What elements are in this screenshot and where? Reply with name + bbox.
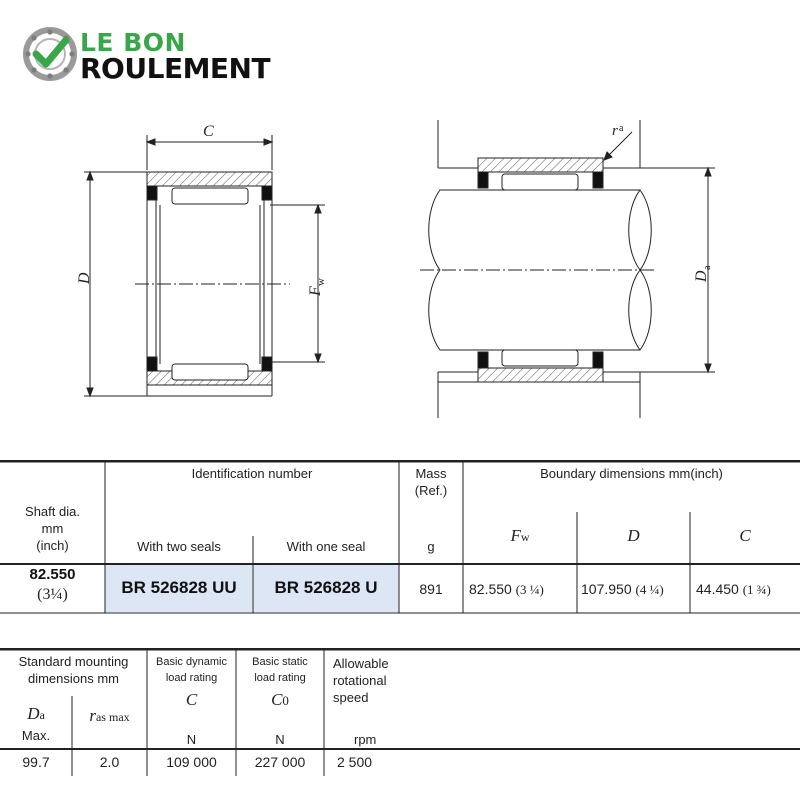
header-two-seals: With two seals [137, 539, 221, 554]
cell-shaft-mm: 82.550 [29, 566, 76, 583]
header-ras: ras max [89, 706, 130, 725]
cell-mass: 891 [419, 581, 443, 597]
header-speed: Allowable [333, 656, 389, 671]
cell-da-max: 99.7 [22, 754, 50, 770]
logo-text-top: LE BON [80, 28, 186, 57]
dim-label-c: C [203, 123, 214, 140]
header-shaft-unit: mm [41, 521, 64, 536]
label-ra: r [612, 123, 618, 139]
dim-label-da: D [693, 270, 710, 282]
cell-c: 44.450 (1 ¾) [696, 581, 771, 597]
dim-label-fw: F [307, 286, 324, 296]
header-dynamic-unit: N [186, 732, 197, 747]
header-identification: Identification number [191, 466, 313, 481]
header-d: D [627, 526, 640, 545]
header-dynamic-sym: C [185, 690, 198, 709]
dim-label-da-sub: a [702, 265, 713, 270]
header-static-unit: N [275, 732, 285, 747]
left-section-view [84, 135, 325, 396]
bearing-drawing [0, 100, 800, 430]
dim-label-fw-sub: w [315, 278, 327, 286]
cell-shaft-inch: (3¼) [37, 586, 68, 603]
header-mass: Mass [415, 466, 447, 481]
header-dynamic: Basic dynamic [156, 656, 227, 668]
cell-d: 107.950 (4 ¼) [581, 581, 664, 597]
header-mass-ref: (Ref.) [414, 483, 448, 498]
cell-two-seals: BR 526828 UU [121, 578, 237, 597]
logo-text-bottom: ROULEMENT [80, 52, 271, 85]
spec-table-main [0, 460, 800, 616]
label-ra-sub: a [619, 123, 624, 134]
header-speed-2: rotational [333, 673, 387, 688]
header-shaft-dia: Shaft dia. [25, 504, 80, 519]
cell-ras-max: 2.0 [99, 754, 120, 770]
cell-speed: 2 500 [337, 754, 373, 770]
cell-fw: 82.550 (3 ¼) [469, 581, 544, 597]
header-mass-unit: g [427, 539, 435, 554]
header-mounting: Standard mounting [18, 654, 129, 669]
header-mounting-unit: dimensions mm [27, 671, 120, 686]
header-static-sym: C0 [271, 690, 289, 709]
header-da-max: Max. [21, 728, 51, 743]
header-static: Basic static [252, 656, 308, 668]
header-c: C [739, 526, 751, 545]
bearing-check-icon [22, 26, 78, 82]
header-da: Da [27, 704, 45, 723]
cell-one-seal: BR 526828 U [274, 578, 378, 597]
header-speed-3: speed [333, 690, 369, 705]
spec-table-mounting [0, 648, 800, 778]
header-dynamic-2: load rating [165, 672, 218, 684]
header-shaft-inch: (inch) [36, 538, 69, 553]
header-fw: Fw [510, 526, 530, 545]
cell-dynamic: 109 000 [166, 754, 217, 770]
right-mounted-view [420, 120, 715, 418]
cell-static: 227 000 [254, 754, 306, 770]
header-static-2: load rating [254, 672, 306, 684]
header-boundary: Boundary dimensions mm(inch) [540, 466, 723, 481]
header-one-seal: With one seal [286, 539, 366, 554]
dim-label-d: D [76, 272, 93, 284]
header-speed-unit: rpm [354, 732, 377, 747]
